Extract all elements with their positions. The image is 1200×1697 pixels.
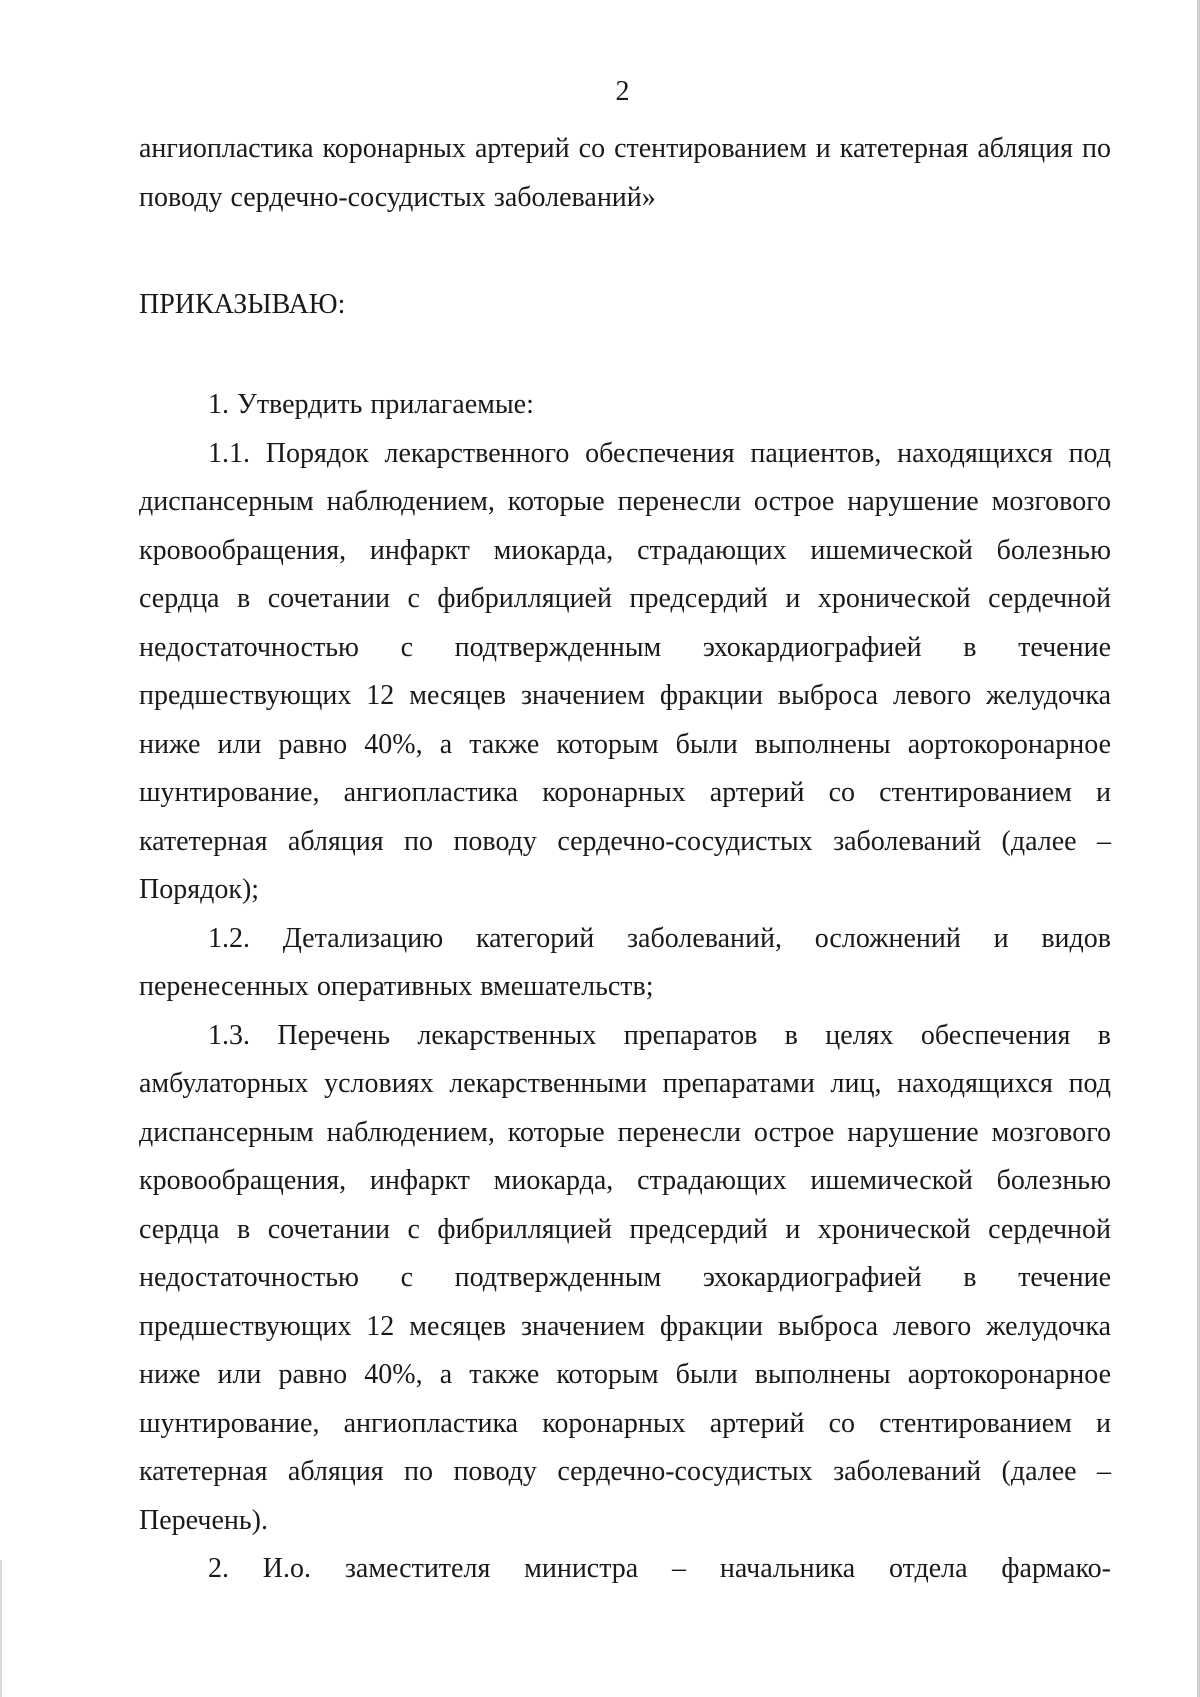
- intro-text: ангиопластика коронарных артерий со стентированием и катетерная абляция по поводу сердечно-сосудистых заболеваний»: [139, 133, 1111, 213]
- item-1-1: 1.1. Порядок лекарственного обеспечения пациентов, находящихся под диспансерным наблюдением, которые перенесли острое нарушение мозгового кровообращения, инфаркт миокарда, страдающих ишемической болезнью сердца в сочетании с фибрилляцией предсердий и хронической сердечной недостаточностью с подтвержденным эхокардиографией в течение предшествующих 12 месяцев значением фракции выброса левого желудочка ниже или равно 40%, а также которым были выполнены аортокоронарное шунтирование, ангиопластика коронарных артерий со стентированием и катетерная абляция по поводу сердечно-сосудистых заболеваний (далее – Порядок);: [139, 437, 1111, 905]
- item-1-2: 1.2. Детализацию категорий заболеваний, осложнений и видов перенесенных оперативных вмешательств;: [139, 922, 1111, 1002]
- item-1-3: 1.3. Перечень лекарственных препаратов в целях обеспечения в амбулаторных условиях лекарственными препаратами лиц, находящихся под диспансерным наблюдением, которые перенесли острое нарушение мозгового кровообращения, инфаркт миокарда, страдающих ишемической болезнью сердца в сочетании с фибрилляцией предсердий и хронической сердечной недостаточностью с подтвержденным эхокардиографией в течение предшествующих 12 месяцев значением фракции выброса левого желудочка ниже или равно 40%, а также которым были выполнены аортокоронарное шунтирование, ангиопластика коронарных артерий со стентированием и катетерная абляция по поводу сердечно-сосудистых заболеваний (далее – Перечень).: [139, 1019, 1111, 1536]
- order-items: [139, 381, 1111, 1545]
- item-2-start: 2. И.о. заместителя министра – начальника отдела фармако-: [208, 1553, 1111, 1584]
- page-number: 2: [615, 76, 630, 107]
- intro-paragraph: [139, 125, 1111, 222]
- order-heading: ПРИКАЗЫВАЮ:: [139, 289, 346, 320]
- item-1: 1. Утвердить прилагаемые:: [208, 389, 534, 420]
- scan-left-mark: [0, 1560, 2, 1697]
